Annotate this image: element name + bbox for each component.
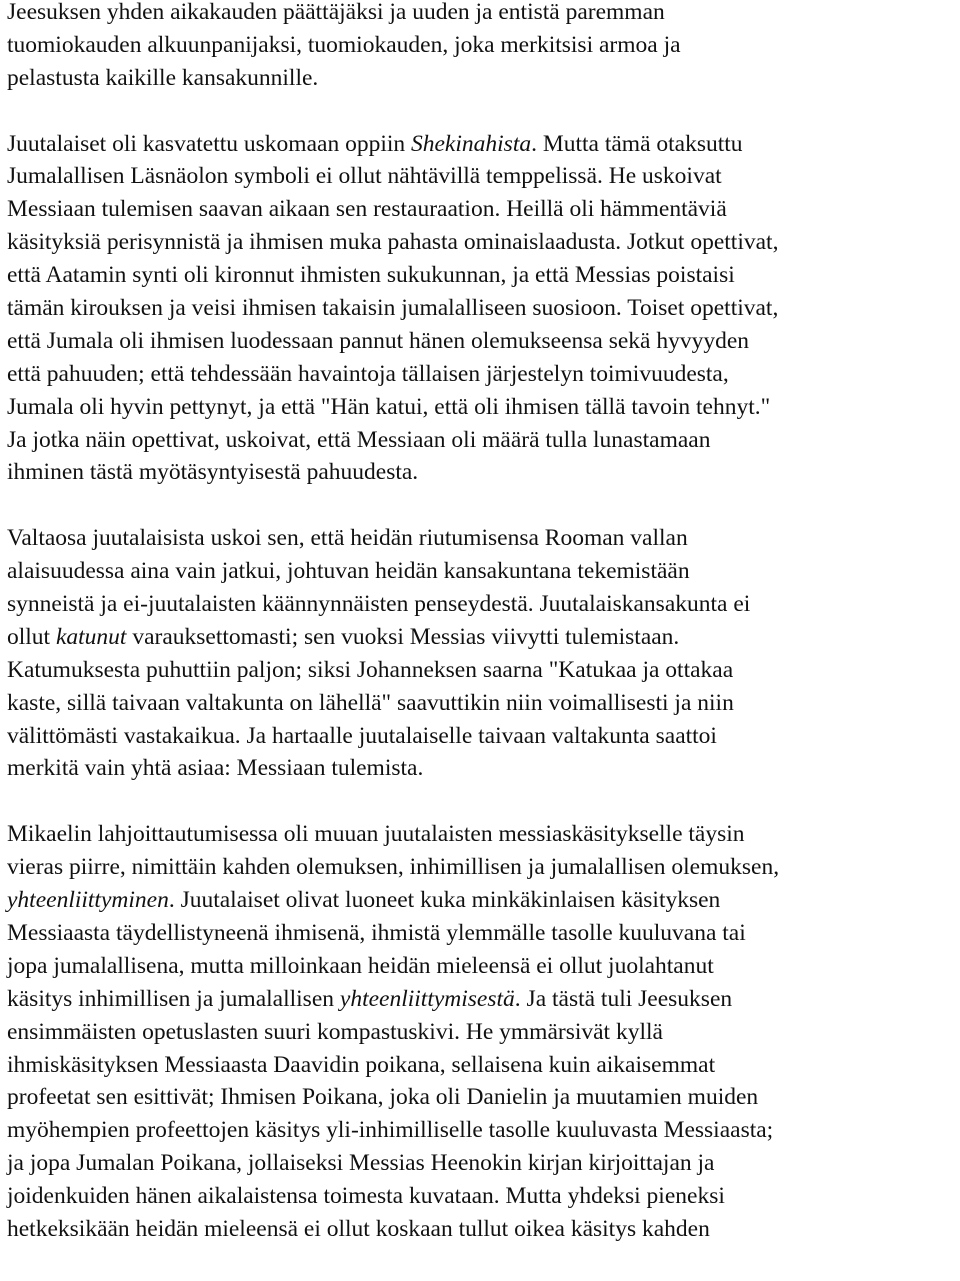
text-line: [7, 62, 960, 95]
text-segment: hetkeksikään heidän mieleensä ei ollut koskaan tullut oikea käsitys kahden: [7, 1215, 710, 1242]
text-segment: . Mutta tämä otaksuttu: [531, 130, 743, 157]
text-segment: myöhempien profeettojen käsitys yli-inhimilliselle tasolle kuuluvasta Messiaasta;: [7, 1117, 774, 1144]
text-segment: välittömästi vastakaikua. Ja hartaalle juutalaiselle taivaan valtakunta saattoi: [7, 722, 717, 749]
text-line: [7, 720, 960, 753]
paragraph: [7, 818, 960, 1246]
text-line: [7, 983, 960, 1016]
text-line: [7, 1049, 960, 1082]
text-line: [7, 456, 960, 489]
text-segment: synneistä ja ei-juutalaisten käännynnäisten penseydestä. Juutalaiskansakunta ei: [7, 591, 751, 618]
text-line: [7, 621, 960, 654]
text-line: [7, 522, 960, 555]
text-line: [7, 325, 960, 358]
text-segment: kaste, sillä taivaan valtakunta on lähellä" saavuttikin niin voimallisesti ja niin: [7, 689, 734, 716]
text-segment: Messiaan tulemisen saavan aikaan sen restauraation. Heillä oli hämmentäviä: [7, 196, 727, 223]
text-segment: Jumalallisen Läsnäolon symboli ei ollut nähtävillä temppelissä. He uskoivat: [7, 163, 722, 190]
text-segment: vieras piirre, nimittäin kahden olemuksen, inhimillisen ja jumalallisen olemuksen,: [7, 854, 780, 881]
text-line: [7, 259, 960, 292]
text-line: [7, 818, 960, 851]
text-segment: pelastusta kaikille kansakunnille.: [7, 64, 319, 91]
text-line: [7, 1147, 960, 1180]
paragraph: [7, 522, 960, 785]
text-line: [7, 1081, 960, 1114]
text-line: [7, 1114, 960, 1147]
text-line: [7, 128, 960, 161]
text-segment: käsityksiä perisynnistä ja ihmisen muka pahasta ominaislaadusta. Jotkut opettivat,: [7, 229, 779, 256]
text-segment: ihminen tästä myötäsyntyisestä pahuudesta.: [7, 459, 419, 486]
text-segment: jopa jumalallisena, mutta milloinkaan heidän mieleensä ei ollut juolahtanut: [7, 952, 714, 979]
text-line: [7, 654, 960, 687]
text-segment: varauksettomasti; sen vuoksi Messias viivytti tulemistaan.: [126, 623, 680, 650]
text-segment: että Jumala oli ihmisen luodessaan pannut hänen olemukseensa sekä hyvyyden: [7, 327, 750, 354]
text-line: [7, 391, 960, 424]
text-segment: ihmiskäsityksen Messiaasta Daavidin poikana, sellaisena kuin aikaisemmat: [7, 1051, 716, 1078]
text-segment: Juutalaiset oli kasvatettu uskomaan oppiin: [7, 130, 411, 157]
text-segment: ja jopa Jumalan Poikana, jollaiseksi Messias Heenokin kirjan kirjoittajan ja: [7, 1150, 715, 1177]
text-segment: ensimmäisten opetuslasten suuri kompastuskivi. He ymmärsivät kyllä: [7, 1018, 663, 1045]
text-segment: Messiaasta täydellistyneenä ihmisenä, ihmistä ylemmälle tasolle kuuluvana tai: [7, 919, 746, 946]
italic-text: yhteenliittyminen: [7, 887, 169, 914]
text-line: [7, 884, 960, 917]
text-line: [7, 160, 960, 193]
italic-text: Shekinahista: [411, 130, 532, 157]
text-segment: että Aatamin synti oli kironnut ihmisten sukukunnan, ja että Messias poistaisi: [7, 262, 735, 289]
text-segment: alaisuudessa aina vain jatkui, johtuvan heidän kansakuntana tekemistään: [7, 558, 690, 585]
text-segment: Mikaelin lahjoittautumisessa oli muuan juutalaisten messiaskäsitykselle täysin: [7, 821, 745, 848]
text-segment: merkitä vain yhtä asiaa: Messiaan tulemista.: [7, 755, 424, 782]
text-segment: käsitys inhimillisen ja jumalallisen: [7, 985, 340, 1012]
text-line: [7, 226, 960, 259]
text-line: [7, 917, 960, 950]
text-line: [7, 555, 960, 588]
text-segment: tuomiokauden alkuunpanijaksi, tuomiokauden, joka merkitsisi armoa ja: [7, 31, 681, 58]
text-line: [7, 1213, 960, 1246]
text-segment: Katumuksesta puhuttiin paljon; siksi Johanneksen saarna "Katukaa ja ottakaa: [7, 656, 734, 683]
text-line: [7, 424, 960, 457]
paragraph: [7, 128, 960, 490]
text-line: [7, 193, 960, 226]
text-line: [7, 950, 960, 983]
text-line: [7, 358, 960, 391]
text-line: [7, 1016, 960, 1049]
italic-text: yhteenliittymisestä: [339, 985, 515, 1012]
text-line: [7, 0, 960, 29]
italic-text: katunut: [55, 623, 127, 650]
text-segment: . Juutalaiset olivat luoneet kuka minkäkinlaisen käsityksen: [168, 887, 721, 914]
paragraph: [7, 0, 960, 95]
text-line: [7, 752, 960, 785]
text-line: [7, 687, 960, 720]
text-segment: tämän kirouksen ja veisi ihmisen takaisin jumalalliseen suosioon. Toiset opettivat,: [7, 295, 779, 322]
text-line: [7, 851, 960, 884]
text-line: [7, 292, 960, 325]
text-segment: Jeesuksen yhden aikakauden päättäjäksi ja uuden ja entistä paremman: [7, 0, 665, 25]
text-segment: profeetat sen esittivät; Ihmisen Poikana, joka oli Danielin ja muutamien muiden: [7, 1084, 759, 1111]
text-line: [7, 29, 960, 62]
text-line: [7, 588, 960, 621]
text-segment: joidenkuiden hänen aikalaistensa toimesta kuvataan. Mutta yhdeksi pieneksi: [7, 1183, 725, 1210]
text-segment: Valtaosa juutalaisista uskoi sen, että heidän riutumisensa Rooman vallan: [7, 525, 688, 552]
text-segment: ollut: [7, 623, 56, 650]
text-segment: Jumala oli hyvin pettynyt, ja että "Hän katui, että oli ihmisen tällä tavoin tehnyt.": [7, 393, 771, 420]
text-segment: Ja jotka näin opettivat, uskoivat, että Messiaan oli määrä tulla lunastamaan: [7, 426, 711, 453]
text-segment: . Ja tästä tuli Jeesuksen: [514, 985, 733, 1012]
text-segment: että pahuuden; että tehdessään havaintoja tällaisen järjestelyn toimivuudesta,: [7, 360, 729, 387]
text-line: [7, 1180, 960, 1213]
